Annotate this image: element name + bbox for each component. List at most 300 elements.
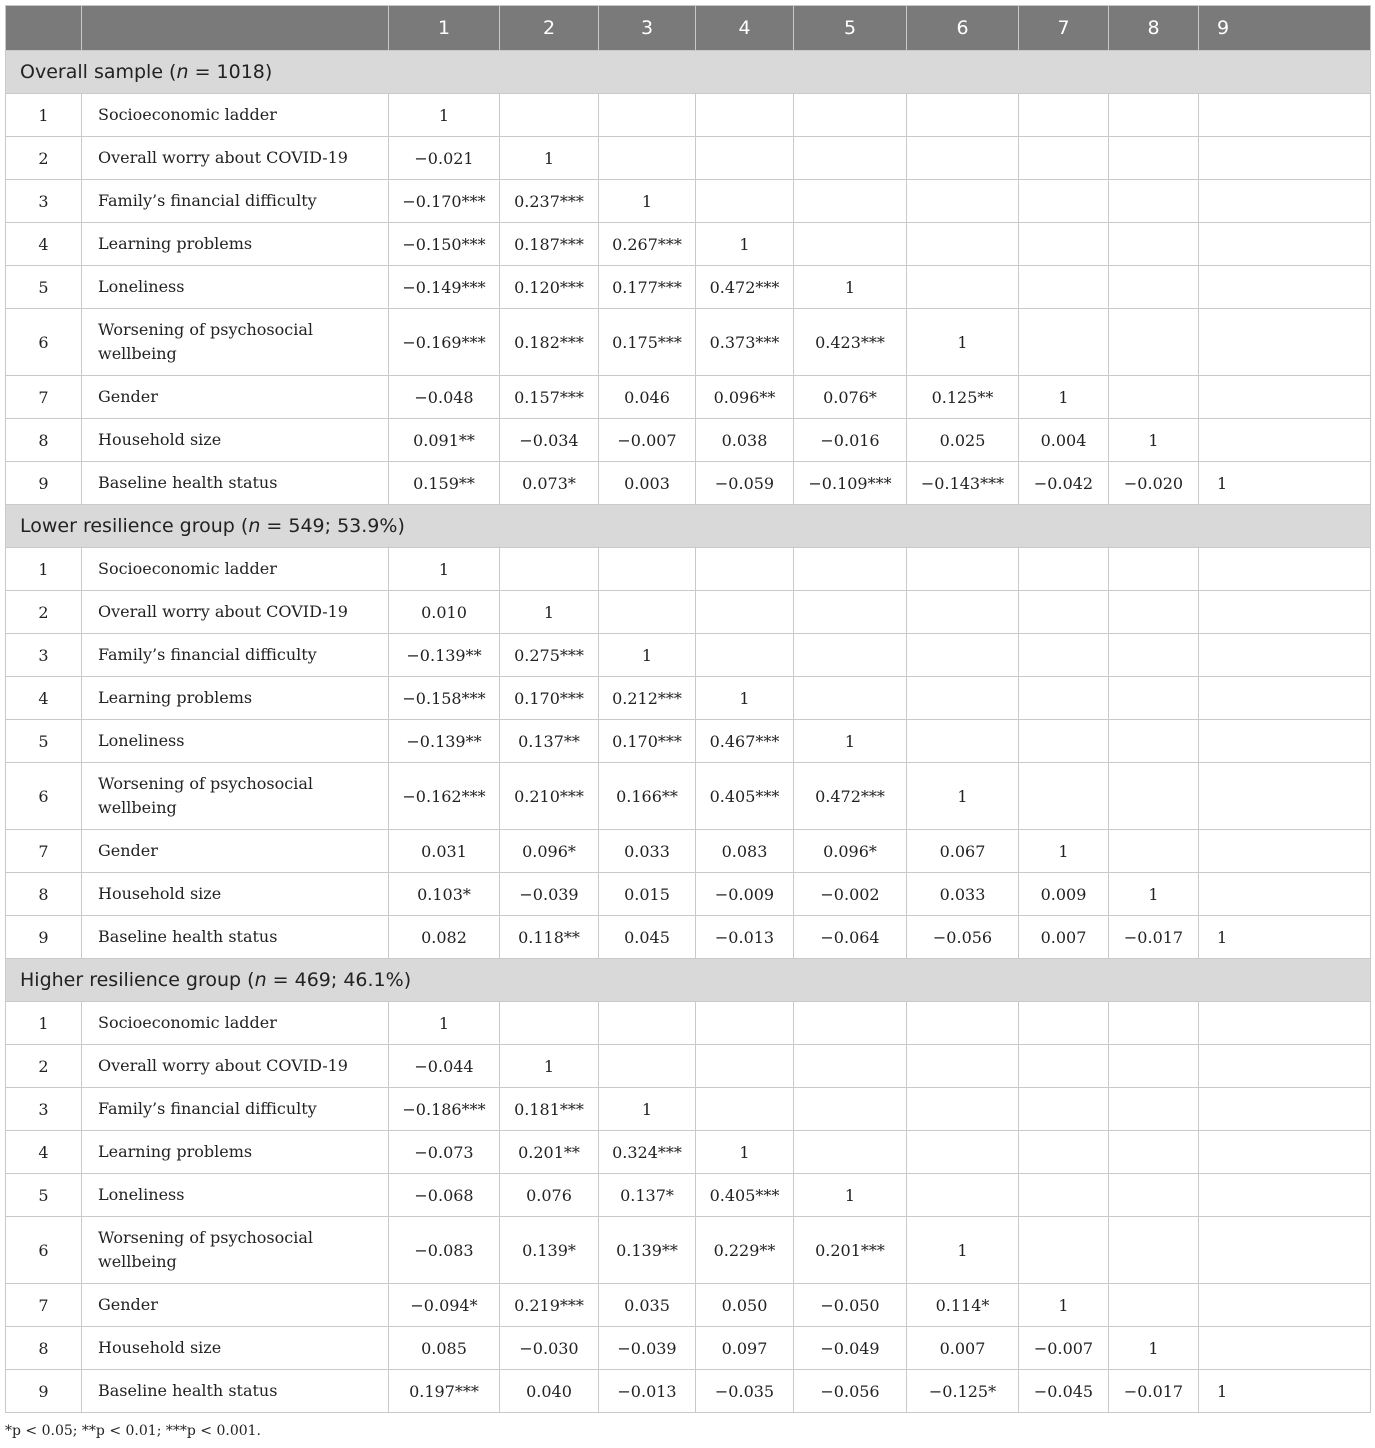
correlation-cell xyxy=(1019,1088,1109,1131)
correlation-cell: 0.120*** xyxy=(500,266,599,309)
table-row xyxy=(6,873,1371,916)
correlation-cell xyxy=(1199,309,1371,376)
correlation-cell xyxy=(907,1002,1019,1045)
correlation-cell xyxy=(696,137,794,180)
group-title xyxy=(6,51,1371,94)
table-row xyxy=(6,916,1371,959)
row-number: 4 xyxy=(6,1131,82,1174)
correlation-cell: −0.169*** xyxy=(389,309,500,376)
correlation-cell: 1 xyxy=(1109,419,1199,462)
correlation-cell xyxy=(794,677,907,720)
correlation-cell xyxy=(599,1002,696,1045)
correlation-cell xyxy=(907,1174,1019,1217)
correlation-cell: 0.118** xyxy=(500,916,599,959)
variable-label: Household size xyxy=(82,1327,389,1370)
correlation-cell xyxy=(1109,830,1199,873)
correlation-cell: −0.039 xyxy=(500,873,599,916)
correlation-cell xyxy=(1109,1002,1199,1045)
row-number: 8 xyxy=(6,1327,82,1370)
correlation-cell: −0.139** xyxy=(389,720,500,763)
row-number: 1 xyxy=(6,548,82,591)
correlation-cell: 1 xyxy=(907,1217,1019,1284)
correlation-cell xyxy=(696,180,794,223)
correlation-cell: −0.083 xyxy=(389,1217,500,1284)
correlation-cell: −0.016 xyxy=(794,419,907,462)
correlation-cell xyxy=(794,137,907,180)
row-number: 8 xyxy=(6,419,82,462)
correlation-cell xyxy=(1019,677,1109,720)
correlation-cell: 0.139* xyxy=(500,1217,599,1284)
correlation-cell: 1 xyxy=(1019,376,1109,419)
correlation-cell xyxy=(794,1002,907,1045)
row-number: 1 xyxy=(6,94,82,137)
row-number: 4 xyxy=(6,677,82,720)
group-title-count: = 469; 46.1%) xyxy=(266,969,412,991)
correlation-cell xyxy=(1109,376,1199,419)
table-row xyxy=(6,1002,1371,1045)
correlation-cell: 0.103* xyxy=(389,873,500,916)
correlation-cell: 0.170*** xyxy=(599,720,696,763)
table-row xyxy=(6,180,1371,223)
correlation-cell: 1 xyxy=(907,763,1019,830)
correlation-cell: 0.405*** xyxy=(696,763,794,830)
correlation-cell: 1 xyxy=(1199,462,1371,505)
correlation-cell: 0.082 xyxy=(389,916,500,959)
correlation-cell: 0.177*** xyxy=(599,266,696,309)
variable-label: Socioeconomic ladder xyxy=(82,94,389,137)
correlation-cell: 1 xyxy=(389,548,500,591)
correlation-cell: −0.045 xyxy=(1019,1370,1109,1413)
row-number: 1 xyxy=(6,1002,82,1045)
correlation-cell: 1 xyxy=(794,266,907,309)
correlation-cell: 1 xyxy=(696,677,794,720)
variable-label: Family’s financial difficulty xyxy=(82,180,389,223)
correlation-cell: 0.073* xyxy=(500,462,599,505)
header-cell: 2 xyxy=(500,6,599,51)
correlation-cell xyxy=(794,548,907,591)
table-row xyxy=(6,677,1371,720)
correlation-cell: 1 xyxy=(1199,1370,1371,1413)
correlation-cell: 1 xyxy=(500,1045,599,1088)
row-number: 9 xyxy=(6,1370,82,1413)
correlation-cell xyxy=(907,1088,1019,1131)
group-title-count: = 549; 53.9%) xyxy=(260,515,405,537)
correlation-cell: 0.219*** xyxy=(500,1284,599,1327)
correlation-cell xyxy=(1199,376,1371,419)
header-cell: 4 xyxy=(696,6,794,51)
correlation-cell: 0.097 xyxy=(696,1327,794,1370)
variable-label: Overall worry about COVID-19 xyxy=(82,1045,389,1088)
correlation-cell: 0.125** xyxy=(907,376,1019,419)
correlation-cell xyxy=(1019,1174,1109,1217)
table-row xyxy=(6,266,1371,309)
group-title-n: n xyxy=(254,969,267,991)
correlation-cell xyxy=(907,223,1019,266)
table-row xyxy=(6,94,1371,137)
correlation-cell: 1 xyxy=(1019,830,1109,873)
correlation-cell: 0.275*** xyxy=(500,634,599,677)
correlation-cell: −0.048 xyxy=(389,376,500,419)
table-row xyxy=(6,1174,1371,1217)
correlation-cell: −0.007 xyxy=(599,419,696,462)
correlation-cell xyxy=(1199,223,1371,266)
variable-label: Family’s financial difficulty xyxy=(82,1088,389,1131)
correlation-cell: 1 xyxy=(599,634,696,677)
correlation-cell: 0.472*** xyxy=(794,763,907,830)
variable-label: Baseline health status xyxy=(82,1370,389,1413)
correlation-cell: 0.096* xyxy=(500,830,599,873)
correlation-cell: 0.201*** xyxy=(794,1217,907,1284)
table-row xyxy=(6,548,1371,591)
table-row xyxy=(6,462,1371,505)
correlation-cell: 0.324*** xyxy=(599,1131,696,1174)
correlation-cell xyxy=(1019,1002,1109,1045)
correlation-cell xyxy=(599,137,696,180)
variable-label: Household size xyxy=(82,419,389,462)
correlation-cell xyxy=(1109,548,1199,591)
group-title-text: Overall sample ( xyxy=(20,61,177,83)
variable-label: Gender xyxy=(82,1284,389,1327)
correlation-cell: 0.267*** xyxy=(599,223,696,266)
correlation-cell xyxy=(1199,763,1371,830)
header-cell: 6 xyxy=(907,6,1019,51)
correlation-cell: 0.045 xyxy=(599,916,696,959)
correlation-cell: 0.015 xyxy=(599,873,696,916)
correlation-cell: −0.143*** xyxy=(907,462,1019,505)
correlation-cell: 0.159** xyxy=(389,462,500,505)
correlation-cell xyxy=(1199,1174,1371,1217)
row-number: 9 xyxy=(6,462,82,505)
correlation-cell xyxy=(1199,180,1371,223)
correlation-cell xyxy=(1109,634,1199,677)
correlation-cell xyxy=(1199,1284,1371,1327)
correlation-cell xyxy=(1019,548,1109,591)
table-row xyxy=(6,720,1371,763)
correlation-cell xyxy=(1109,94,1199,137)
correlation-cell: −0.017 xyxy=(1109,1370,1199,1413)
correlation-cell xyxy=(907,180,1019,223)
correlation-cell xyxy=(1109,1284,1199,1327)
correlation-cell: 1 xyxy=(389,1002,500,1045)
correlation-cell xyxy=(1199,1045,1371,1088)
correlation-cell xyxy=(696,1088,794,1131)
row-number: 7 xyxy=(6,1284,82,1327)
correlation-cell: 0.096** xyxy=(696,376,794,419)
correlation-cell: −0.013 xyxy=(599,1370,696,1413)
correlation-cell: 0.085 xyxy=(389,1327,500,1370)
group-header-row xyxy=(6,959,1371,1002)
correlation-cell xyxy=(1199,873,1371,916)
correlation-cell xyxy=(1109,137,1199,180)
row-number: 6 xyxy=(6,763,82,830)
variable-label: Loneliness xyxy=(82,1174,389,1217)
correlation-cell xyxy=(1019,266,1109,309)
row-number: 6 xyxy=(6,1217,82,1284)
correlation-cell xyxy=(794,591,907,634)
correlation-cell xyxy=(1199,720,1371,763)
row-number: 9 xyxy=(6,916,82,959)
correlation-cell: 0.009 xyxy=(1019,873,1109,916)
correlation-cell xyxy=(907,591,1019,634)
correlation-cell xyxy=(907,677,1019,720)
correlation-cell xyxy=(599,591,696,634)
variable-label: Worsening of psychosocial wellbeing xyxy=(82,763,389,830)
header-cell: 8 xyxy=(1109,6,1199,51)
correlation-cell xyxy=(1199,1327,1371,1370)
correlation-cell xyxy=(907,1045,1019,1088)
table-row xyxy=(6,376,1371,419)
correlation-cell: 0.031 xyxy=(389,830,500,873)
header-cell: 3 xyxy=(599,6,696,51)
table-row xyxy=(6,1327,1371,1370)
correlation-cell: −0.034 xyxy=(500,419,599,462)
variable-label: Gender xyxy=(82,830,389,873)
correlation-table xyxy=(5,5,1371,1413)
table-header xyxy=(6,6,1371,51)
correlation-cell: −0.158*** xyxy=(389,677,500,720)
correlation-cell: 1 xyxy=(500,591,599,634)
correlation-cell xyxy=(907,94,1019,137)
correlation-cell: −0.050 xyxy=(794,1284,907,1327)
row-number: 2 xyxy=(6,1045,82,1088)
footnote: *p < 0.05; **p < 0.01; ***p < 0.001. xyxy=(5,1423,261,1439)
correlation-cell: 1 xyxy=(599,1088,696,1131)
correlation-cell xyxy=(1019,94,1109,137)
table-body xyxy=(6,51,1371,1413)
correlation-cell xyxy=(1109,1174,1199,1217)
correlation-cell: 0.004 xyxy=(1019,419,1109,462)
row-number: 5 xyxy=(6,720,82,763)
correlation-cell: 0.025 xyxy=(907,419,1019,462)
correlation-cell: −0.149*** xyxy=(389,266,500,309)
correlation-cell xyxy=(907,137,1019,180)
correlation-cell: 0.038 xyxy=(696,419,794,462)
correlation-cell xyxy=(907,266,1019,309)
correlation-cell: 0.003 xyxy=(599,462,696,505)
correlation-cell: 1 xyxy=(599,180,696,223)
correlation-cell xyxy=(794,1088,907,1131)
correlation-cell: −0.030 xyxy=(500,1327,599,1370)
correlation-cell xyxy=(1199,137,1371,180)
correlation-cell: 0.170*** xyxy=(500,677,599,720)
row-number: 4 xyxy=(6,223,82,266)
correlation-cell: 0.175*** xyxy=(599,309,696,376)
correlation-cell xyxy=(1109,180,1199,223)
table-row xyxy=(6,1131,1371,1174)
correlation-cell xyxy=(1109,223,1199,266)
correlation-cell xyxy=(599,548,696,591)
correlation-cell xyxy=(1199,1131,1371,1174)
correlation-cell: −0.044 xyxy=(389,1045,500,1088)
correlation-cell: 0.010 xyxy=(389,591,500,634)
correlation-cell: 0.076 xyxy=(500,1174,599,1217)
table-row xyxy=(6,830,1371,873)
correlation-cell: −0.056 xyxy=(907,916,1019,959)
correlation-cell xyxy=(1199,634,1371,677)
correlation-cell: −0.002 xyxy=(794,873,907,916)
header-cell: 9 xyxy=(1199,6,1371,51)
correlation-cell: 0.139** xyxy=(599,1217,696,1284)
correlation-cell: −0.035 xyxy=(696,1370,794,1413)
correlation-cell: −0.039 xyxy=(599,1327,696,1370)
variable-label: Baseline health status xyxy=(82,916,389,959)
correlation-cell: −0.094* xyxy=(389,1284,500,1327)
correlation-cell xyxy=(1199,419,1371,462)
table-row xyxy=(6,1284,1371,1327)
table-row xyxy=(6,223,1371,266)
correlation-cell: −0.162*** xyxy=(389,763,500,830)
correlation-cell: 1 xyxy=(907,309,1019,376)
variable-label: Socioeconomic ladder xyxy=(82,1002,389,1045)
correlation-cell xyxy=(794,1131,907,1174)
correlation-cell: 0.182*** xyxy=(500,309,599,376)
row-number: 5 xyxy=(6,1174,82,1217)
correlation-cell xyxy=(907,1131,1019,1174)
variable-label: Household size xyxy=(82,873,389,916)
table-row xyxy=(6,634,1371,677)
correlation-cell xyxy=(1109,720,1199,763)
variable-label: Loneliness xyxy=(82,266,389,309)
correlation-cell: 0.166** xyxy=(599,763,696,830)
correlation-cell xyxy=(696,1002,794,1045)
header-cell: 5 xyxy=(794,6,907,51)
group-header-row xyxy=(6,505,1371,548)
table-row xyxy=(6,1045,1371,1088)
correlation-cell: −0.017 xyxy=(1109,916,1199,959)
correlation-cell xyxy=(1019,763,1109,830)
correlation-cell: 0.083 xyxy=(696,830,794,873)
table-row xyxy=(6,1370,1371,1413)
correlation-cell xyxy=(500,94,599,137)
correlation-cell: 0.007 xyxy=(907,1327,1019,1370)
correlation-cell xyxy=(794,223,907,266)
group-title-n: n xyxy=(248,515,261,537)
correlation-cell: 0.033 xyxy=(599,830,696,873)
correlation-cell: −0.042 xyxy=(1019,462,1109,505)
correlation-cell xyxy=(794,1045,907,1088)
correlation-cell: 0.197*** xyxy=(389,1370,500,1413)
correlation-cell xyxy=(1199,677,1371,720)
correlation-cell: −0.139** xyxy=(389,634,500,677)
correlation-cell: 0.007 xyxy=(1019,916,1109,959)
correlation-cell: 0.114* xyxy=(907,1284,1019,1327)
correlation-cell: 1 xyxy=(1199,916,1371,959)
group-title-text: Lower resilience group ( xyxy=(20,515,249,537)
row-number: 3 xyxy=(6,1088,82,1131)
correlation-cell: −0.021 xyxy=(389,137,500,180)
correlation-cell xyxy=(696,634,794,677)
table-row xyxy=(6,591,1371,634)
group-title-count: = 1018) xyxy=(188,61,273,83)
correlation-cell: 0.210*** xyxy=(500,763,599,830)
correlation-cell xyxy=(1019,137,1109,180)
correlation-cell: 1 xyxy=(794,1174,907,1217)
correlation-cell xyxy=(1199,591,1371,634)
correlation-cell xyxy=(1109,591,1199,634)
row-number: 7 xyxy=(6,830,82,873)
row-number: 8 xyxy=(6,873,82,916)
variable-label: Loneliness xyxy=(82,720,389,763)
correlation-cell: −0.013 xyxy=(696,916,794,959)
correlation-cell: −0.009 xyxy=(696,873,794,916)
correlation-cell xyxy=(1109,1088,1199,1131)
correlation-cell: 0.373*** xyxy=(696,309,794,376)
correlation-cell: −0.170*** xyxy=(389,180,500,223)
correlation-cell: 0.181*** xyxy=(500,1088,599,1131)
row-number: 7 xyxy=(6,376,82,419)
table-row xyxy=(6,1088,1371,1131)
correlation-cell xyxy=(599,1045,696,1088)
correlation-cell: 0.035 xyxy=(599,1284,696,1327)
correlation-cell xyxy=(696,548,794,591)
correlation-cell xyxy=(1019,309,1109,376)
correlation-cell: 0.040 xyxy=(500,1370,599,1413)
correlation-cell xyxy=(696,94,794,137)
correlation-cell xyxy=(696,1045,794,1088)
correlation-cell: 0.157*** xyxy=(500,376,599,419)
correlation-cell: 0.067 xyxy=(907,830,1019,873)
correlation-cell: 0.472*** xyxy=(696,266,794,309)
correlation-cell: 1 xyxy=(500,137,599,180)
group-header-row xyxy=(6,51,1371,94)
correlation-cell xyxy=(1019,1217,1109,1284)
correlation-cell: 1 xyxy=(1019,1284,1109,1327)
variable-label: Learning problems xyxy=(82,223,389,266)
table-row xyxy=(6,419,1371,462)
correlation-cell: 1 xyxy=(696,1131,794,1174)
correlation-cell xyxy=(1019,720,1109,763)
correlation-cell: −0.059 xyxy=(696,462,794,505)
correlation-cell: −0.073 xyxy=(389,1131,500,1174)
correlation-cell: −0.049 xyxy=(794,1327,907,1370)
correlation-cell xyxy=(1019,1131,1109,1174)
correlation-cell xyxy=(1199,94,1371,137)
row-number: 6 xyxy=(6,309,82,376)
group-title xyxy=(6,505,1371,548)
correlation-cell xyxy=(907,548,1019,591)
header-row xyxy=(6,6,1371,51)
correlation-cell xyxy=(794,180,907,223)
correlation-cell: 0.467*** xyxy=(696,720,794,763)
correlation-cell: 0.076* xyxy=(794,376,907,419)
correlation-cell xyxy=(599,94,696,137)
correlation-cell: 0.405*** xyxy=(696,1174,794,1217)
correlation-cell xyxy=(1199,1088,1371,1131)
correlation-cell: −0.007 xyxy=(1019,1327,1109,1370)
table-row xyxy=(6,137,1371,180)
correlation-cell: 0.137* xyxy=(599,1174,696,1217)
correlation-cell xyxy=(1109,266,1199,309)
correlation-cell xyxy=(794,94,907,137)
correlation-cell xyxy=(1109,763,1199,830)
correlation-cell: 0.229** xyxy=(696,1217,794,1284)
variable-label: Overall worry about COVID-19 xyxy=(82,591,389,634)
correlation-cell: −0.150*** xyxy=(389,223,500,266)
table-row xyxy=(6,1217,1371,1284)
group-title-text: Higher resilience group ( xyxy=(20,969,255,991)
correlation-cell: 1 xyxy=(389,94,500,137)
correlation-cell xyxy=(907,634,1019,677)
group-title xyxy=(6,959,1371,1002)
correlation-cell: 1 xyxy=(696,223,794,266)
correlation-cell: 0.050 xyxy=(696,1284,794,1327)
variable-label: Learning problems xyxy=(82,1131,389,1174)
correlation-cell: −0.186*** xyxy=(389,1088,500,1131)
correlation-cell: −0.056 xyxy=(794,1370,907,1413)
correlation-cell: −0.109*** xyxy=(794,462,907,505)
correlation-cell: 0.201** xyxy=(500,1131,599,1174)
header-cell xyxy=(82,6,389,51)
